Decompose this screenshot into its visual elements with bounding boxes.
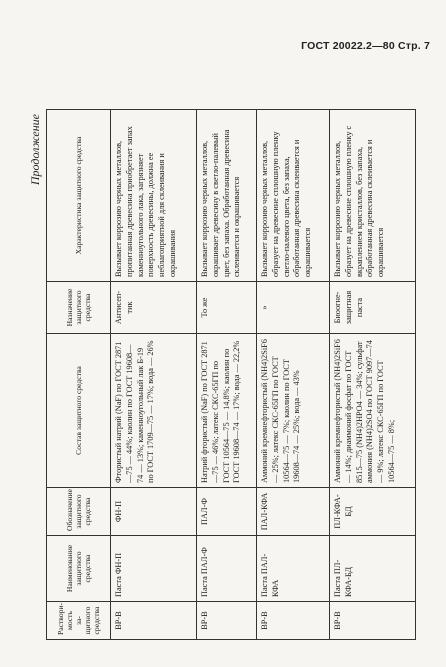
cell-name: Паста ПЛ-КФА-БД [330,536,416,602]
cell-purpose: Биоогне-защитная паста [330,282,416,334]
table-row [196,110,256,640]
cell-solubility: ВР-В [257,602,330,640]
cell-characteristic: Вызывает коррозию черных металлов, образует на древесине сплошную пленку с вкраплением кристаллов, без запаха, обработанная древесина склеивается и окрашивается [330,110,416,282]
table-row [330,110,416,640]
protective-agents-table [46,109,416,640]
cell-solubility: ВР-В [330,602,416,640]
cell-code: ФН-П [111,488,197,536]
cell-name: Паста ФН-П [111,536,197,602]
header-solubility: Раствори-мость за-щитного средства [47,602,111,640]
cell-purpose: » [257,282,330,334]
cell-solubility: ВР-В [196,602,256,640]
header-code: Обозначение защитного средства [47,488,111,536]
cell-composition: Аммоний кремнефтористый (NH4)2SiF6 — 14%; диаммоний фосфат по ГОСТ 8515—75 (NH4)2HPO4 — 34%; сульфат аммония (NH4)2SO4 по ГОСТ 9097—74 — 9%; латекс СКС-65ГП по ГОСТ 10564—75 — 8%; [330,334,416,488]
cell-code: ПЛ-КФА-БД [330,488,416,536]
cell-code: ПАЛ-Ф [196,488,256,536]
cell-characteristic: Вызывает коррозию черных металлов, пропитанная древесина приобретает запах каменноугольного лака, загрязняет поверхность древесины, должна ее неблагоприятной для склеивания и окрашивания [111,110,197,282]
page-header: ГОСТ 20022.2—80 Стр. 7 [301,40,430,52]
cell-composition: Аммоний кремнефтористый (NH4)2SiF6 — 25%; латекс СКС-65ГП по ГОСТ 10564—75 — 7%; каолин по ГОСТ 19608—74 — 25%; вода — 43% [257,334,330,488]
cell-code: ПАЛ-КФА [257,488,330,536]
cell-name: Паста ПАЛ-Ф [196,536,256,602]
cell-composition: Фтористый натрий (NaF) по ГОСТ 2871—75 — 44%; каолин по ГОСТ 19608—74 — 13%; каменноугольный лак Б-19 по ГОСТ 1709—75 — 17%; вода — 26% [111,334,197,488]
header-name: Наименование защитного средства [47,536,111,602]
table-header-row [47,110,111,640]
cell-purpose: Антисеп-тик [111,282,197,334]
continuation-label: Продолжение [28,114,42,186]
header-purpose: Назначение защитного средства [47,282,111,334]
rotated-table-block [28,110,418,640]
cell-name: Паста ПАЛ-КФА [257,536,330,602]
table-row [111,110,197,640]
header-characteristic: Характеристика защитного средства [47,110,111,282]
cell-characteristic: Вызывает коррозию черных металлов, образует на древесине сплошную пленку светло-палевого цвета, без запаха, обработанная древесина склеивается и окрашивается [257,110,330,282]
cell-solubility: ВР-В [111,602,197,640]
cell-composition: Натрий фтористый (NaF) по ГОСТ 2871—75 — 46%; латекс СКС-65ГП по ГОСТ 10564—75 — 14,8%; каолин по ГОСТ 19608—74 — 17%; вода — 22,2% [196,334,256,488]
cell-characteristic: Вызывает коррозию черных металлов, окрашивает древесину в светло-палевый цвет, без запаха. Обработанная древесина склеивается и окрашивается [196,110,256,282]
table-row [257,110,330,640]
header-composition: Состав защитного средства [47,334,111,488]
cell-purpose: То же [196,282,256,334]
